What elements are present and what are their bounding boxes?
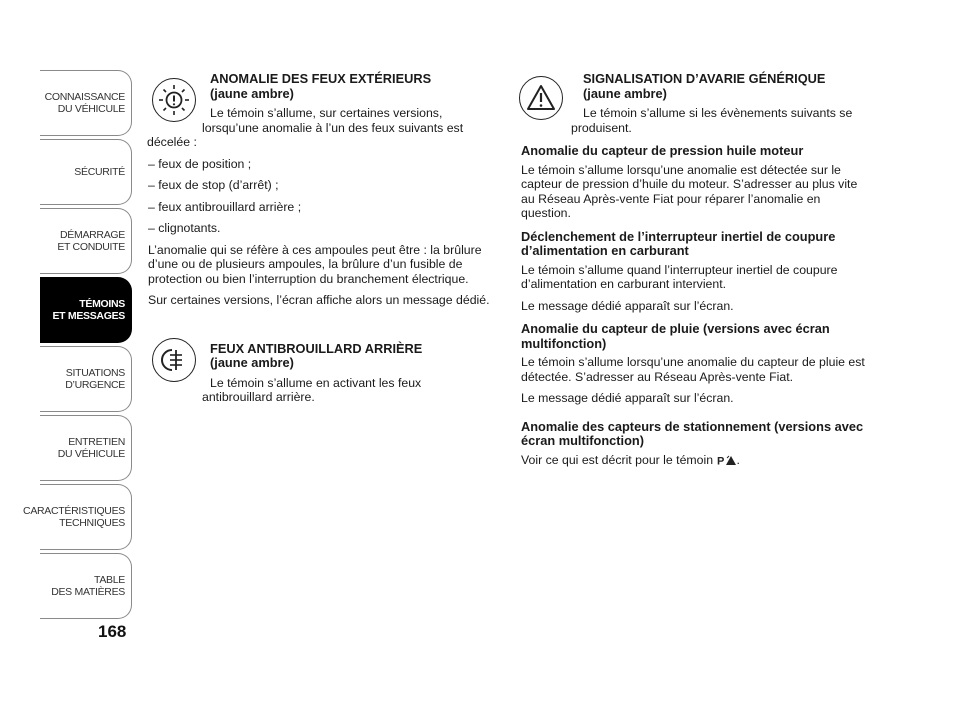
tab-label: DÉMARRAGE ET CONDUITE bbox=[57, 229, 125, 253]
intro-text: produisent. bbox=[571, 120, 632, 135]
fog-light-block bbox=[148, 342, 500, 405]
tab-label: SITUATIONS D’URGENCE bbox=[65, 367, 125, 391]
intro-text: lorsqu’une anomalie à l’un des feux suivants est bbox=[202, 120, 464, 135]
intro-text: Le témoin s’allume si les évènements suivants se bbox=[583, 106, 853, 120]
tab-table-des-matieres[interactable] bbox=[40, 553, 132, 619]
rear-fog-light-icon bbox=[152, 338, 196, 382]
tab-connaissance-du-vehicule[interactable] bbox=[40, 70, 132, 136]
list-item: – clignotants. bbox=[148, 221, 221, 235]
note-text: Sur certaines versions, l’écran affiche alors un message dédié. bbox=[148, 293, 490, 307]
body-text: Le témoin s’allume lorsqu’une anomalie du capteur de pluie est détectée. S’adresser au Réseau Après-vente Fiat. bbox=[521, 355, 865, 384]
section-heading: Anomalie du capteur de pluie (versions avec écran multifonction) bbox=[521, 321, 830, 351]
tab-label: ENTRETIEN DU VÉHICULE bbox=[57, 436, 125, 460]
section-subtitle: (jaune ambre) bbox=[210, 355, 294, 370]
tab-situations-d-urgence[interactable] bbox=[40, 346, 132, 412]
section-heading: Anomalie des capteurs de stationnement (versions avec écran multifonction) bbox=[521, 418, 864, 448]
warning-triangle-icon bbox=[519, 76, 563, 120]
body-text: Voir ce qui est décrit pour le témoin P . bbox=[521, 453, 871, 470]
parking-sensor-icon bbox=[717, 454, 737, 470]
tab-label: TABLE DES MATIÈRES bbox=[51, 574, 125, 598]
intro-text: Le témoin s’allume en activant les feux bbox=[210, 375, 422, 390]
svg-text:P: P bbox=[716, 455, 724, 466]
body-text: Voir ce qui est décrit pour le témoin bbox=[521, 452, 714, 467]
list-item: – feux de position ; bbox=[148, 156, 252, 171]
tab-label: SÉCURITÉ bbox=[74, 166, 125, 178]
intro-text: antibrouillard arrière. bbox=[202, 390, 315, 404]
intro-text: décelée : bbox=[147, 135, 197, 149]
tab-label: CARACTÉRISTIQUES TECHNIQUES bbox=[23, 505, 125, 529]
list-item: – feux de stop (d’arrêt) ; bbox=[148, 178, 279, 192]
left-column bbox=[148, 72, 500, 405]
list-item: – feux antibrouillard arrière ; bbox=[148, 199, 302, 214]
page-number: 168 bbox=[98, 622, 127, 641]
section-title: SIGNALISATION D’AVARIE GÉNÉRIQUE bbox=[583, 71, 826, 86]
body-text: L’anomalie qui se réfère à ces ampoules peut être : la brûlure d’une ou de plusieurs ampoules, la brûlure d’un fusible de protection ou bien l’interruption du branchement électrique. bbox=[148, 242, 482, 286]
right-column bbox=[521, 72, 871, 476]
body-text: Le témoin s’allume quand l’interrupteur inertiel de coupure d’alimentation en carburant intervient. bbox=[521, 262, 838, 291]
section-heading: Déclenchement de l’interrupteur inertiel de coupure d’alimentation en carburant bbox=[521, 228, 836, 258]
tab-label: CONNAISSANCE DU VÉHICULE bbox=[44, 91, 125, 115]
section-heading: Anomalie du capteur de pression huile moteur bbox=[521, 143, 804, 158]
section-subtitle: (jaune ambre) bbox=[210, 85, 294, 101]
tab-temoins-et-messages[interactable] bbox=[40, 277, 132, 343]
tab-entretien-du-vehicule[interactable] bbox=[40, 415, 132, 481]
section-subtitle: (jaune ambre) bbox=[583, 85, 667, 101]
intro-text: Le témoin s’allume, sur certaines versions, bbox=[210, 106, 443, 120]
body-text: Le témoin s’allume lorsqu’une anomalie est détectée sur le capteur de pression d’huile du moteur. S’adresser au plus vite au Réseau Après-vente Fiat pour réparer l’anomalie en question. bbox=[521, 162, 858, 220]
section-title: FEUX ANTIBROUILLARD ARRIÈRE bbox=[210, 340, 423, 356]
tab-caracteristiques-techniques[interactable] bbox=[23, 484, 132, 550]
tab-securite[interactable] bbox=[40, 139, 132, 205]
tab-label: TÉMOINS ET MESSAGES bbox=[52, 298, 125, 322]
tab-demarrage-et-conduite[interactable] bbox=[40, 208, 132, 274]
body-text: Le message dédié apparaît sur l’écran. bbox=[521, 391, 734, 405]
section-title: ANOMALIE DES FEUX EXTÉRIEURS bbox=[210, 71, 432, 86]
body-text: Le message dédié apparaît sur l’écran. bbox=[521, 298, 734, 313]
exterior-light-fault-icon bbox=[152, 78, 196, 122]
